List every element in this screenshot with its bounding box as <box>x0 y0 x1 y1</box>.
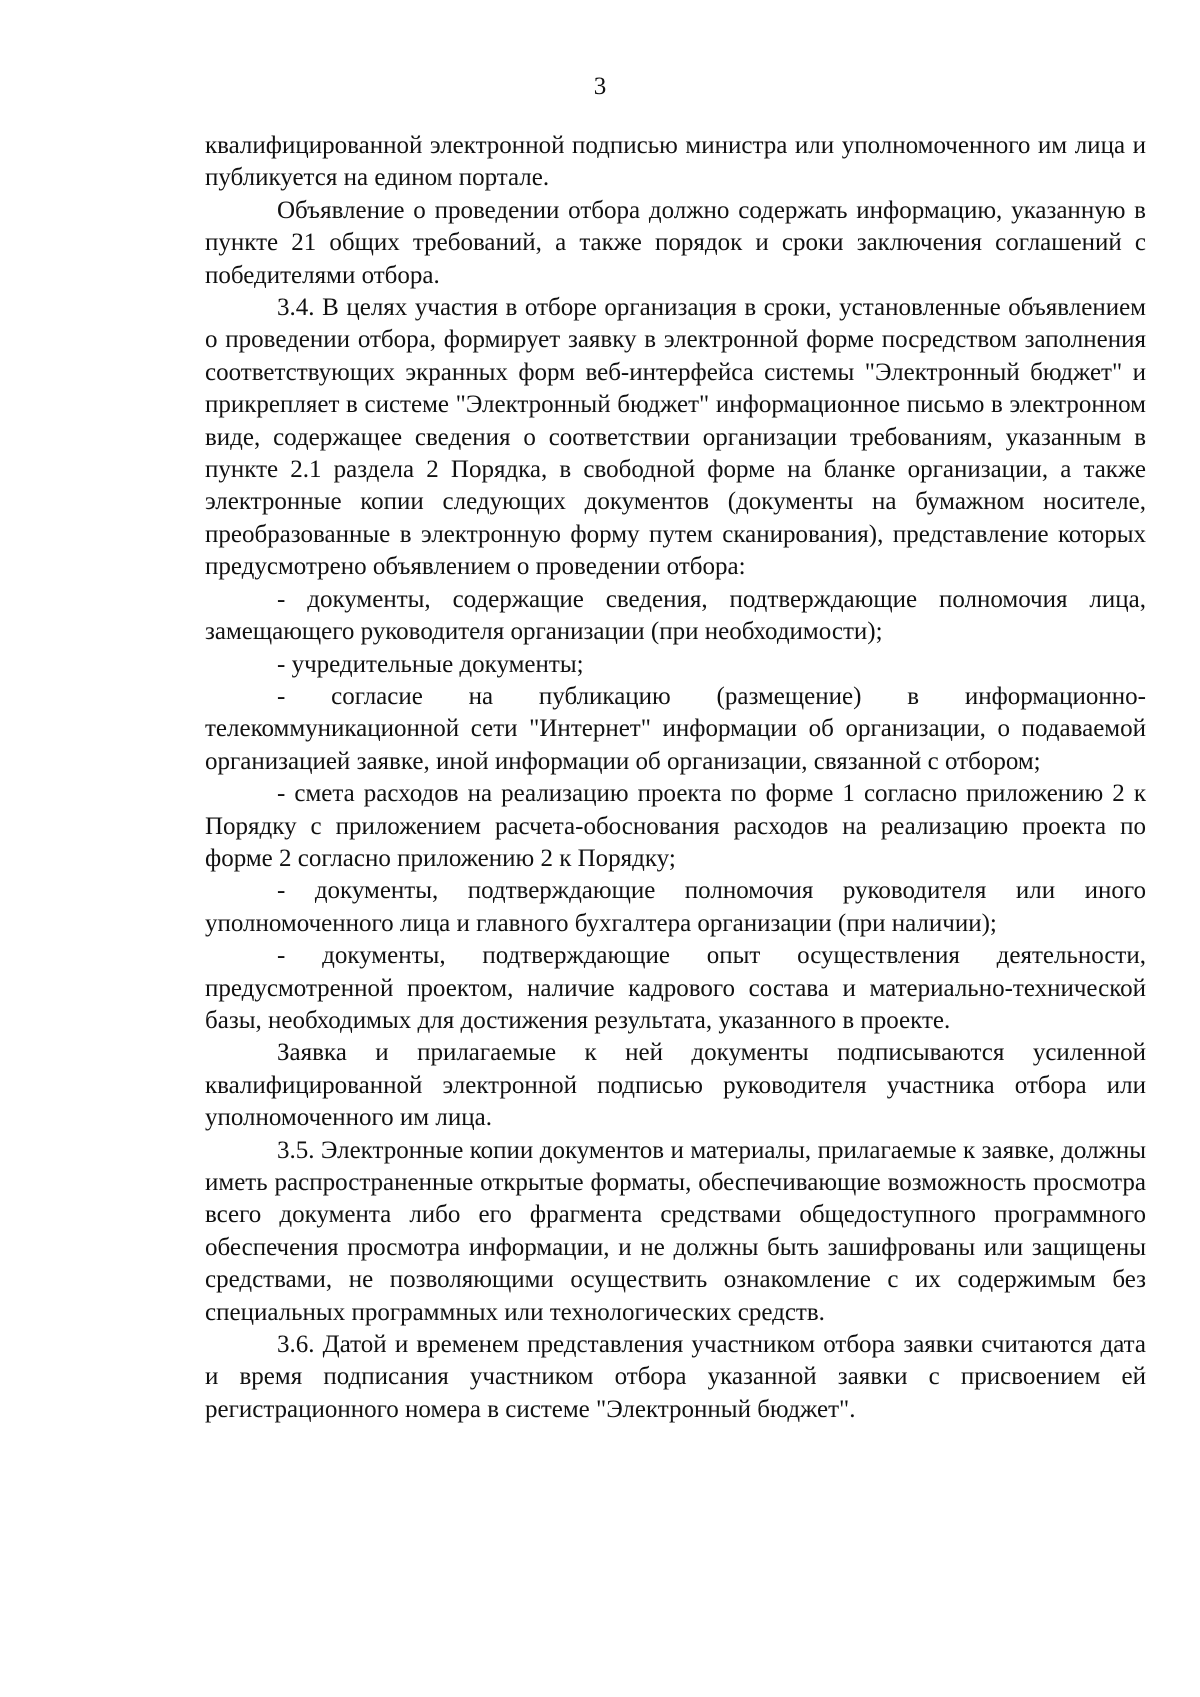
paragraph-3-4: 3.4. В целях участия в отборе организация в сроки, установленные объявлением о проведении отбора, формирует заявку в электронной форме посредством заполнения соответствующих экранных форм веб-интерфейса системы "Электронный бюджет" и прикрепляет в системе "Электронный бюджет" информационное письмо в электронном виде, содержащее сведения о соответствии организации требованиям, указанным в пункте 2.1 раздела 2 Порядка, в свободной форме на бланке организации, а также электронные копии следующих документов (документы на бумажном носителе, преобразованные в электронную форму путем сканирования), представление которых предусмотрено объявлением о проведении отбора: <box>205 294 1146 581</box>
document-body <box>205 130 1146 1426</box>
paragraph-signature: Заявка и прилагаемые к ней документы подписываются усиленной квалифицированной электронной подписью руководителя участника отбора или уполномоченного им лица. <box>205 1039 1146 1132</box>
list-item-experience-docs: - документы, подтверждающие опыт осуществления деятельности, предусмотренной проектом, наличие кадрового состава и материально-технической базы, необходимых для достижения результата, указанного в проекте. <box>205 942 1146 1034</box>
list-item-authority-docs: - документы, содержащие сведения, подтверждающие полномочия лица, замещающего руководителя организации (при необходимости); <box>205 585 1146 646</box>
paragraph-3-6: 3.6. Датой и временем представления участником отбора заявки считаются дата и время подписания участником отбора указанной заявки с присвоением ей регистрационного номера в системе "Электронный бюджет". <box>205 1331 1146 1423</box>
list-item-publication-consent: - согласие на публикацию (размещение) в информационно-телекоммуникационной сети "Интернет" информации об организации, о подаваемой организацией заявке, иной информации об организации, связанной с отбором; <box>205 682 1146 775</box>
page-number: 3 <box>593 73 607 100</box>
list-item-founding-docs: - учредительные документы; <box>277 650 584 678</box>
paragraph-3-5: 3.5. Электронные копии документов и материалы, прилагаемые к заявке, должны иметь распространенные открытые форматы, обеспечивающие возможность просмотра всего документа либо его фрагмента средствами общедоступного программного обеспечения просмотра информации, и не должны быть зашифрованы или защищены средствами, не позволяющими осуществить ознакомление с их содержимым без специальных программных или технологических средств. <box>205 1136 1146 1326</box>
paragraph-continuation: квалифицированной электронной подписью министра или уполномоченного им лица и публикуется на едином портале. <box>205 132 1146 192</box>
list-item-cost-estimate: - смета расходов на реализацию проекта по форме 1 согласно приложению 2 к Порядку с приложением расчета-обоснования расходов на реализацию проекта по форме 2 согласно приложению 2 к Порядку; <box>205 780 1146 872</box>
list-item-head-authority-docs: - документы, подтверждающие полномочия руководителя или иного уполномоченного лица и главного бухгалтера организации (при наличии); <box>205 877 1146 937</box>
paragraph-announcement: Объявление о проведении отбора должно содержать информацию, указанную в пункте 21 общих требований, а также порядок и сроки заключения соглашений с победителями отбора. <box>205 196 1146 289</box>
